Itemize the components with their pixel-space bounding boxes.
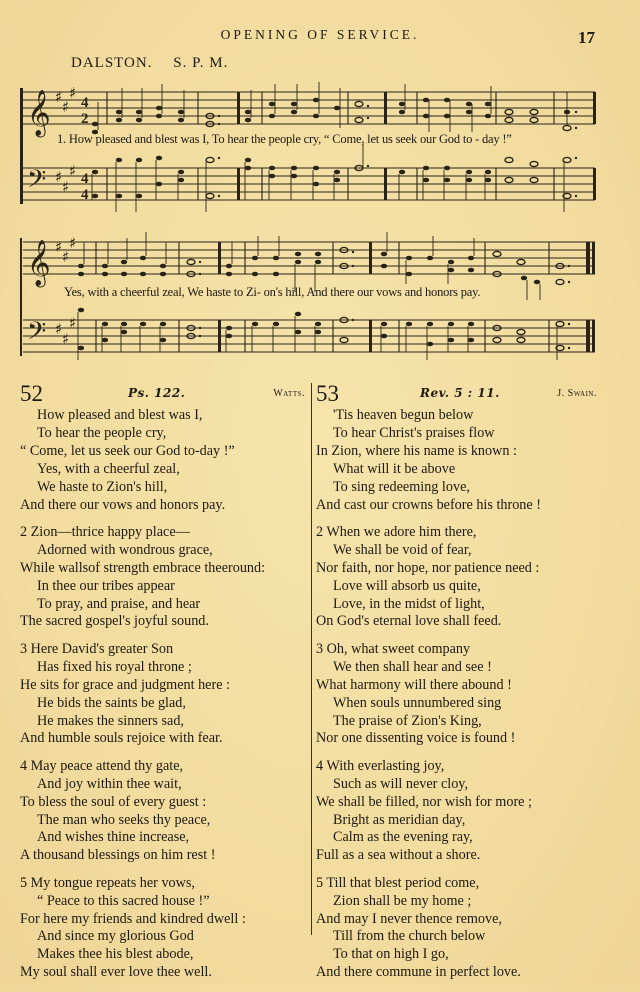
verse-line: Such as will never cloy, [333,775,469,792]
verse-line: To hear the people cry, [37,424,167,441]
verse-line: 'Tis heaven begun below [333,407,474,423]
tune-meter: S. P. M. [173,55,229,71]
svg-text:♯: ♯ [55,168,63,186]
hymn-number: 52 [20,381,43,406]
verse-line: “ Come, let us seek our God to-day !” [20,442,235,459]
running-head: OPENING OF SERVICE. [220,27,420,42]
verse-line: How pleased and blest was I, [37,407,203,423]
hymn-header [316,383,601,407]
svg-text:♯: ♯ [62,178,70,196]
verse-line: 5 Till that blest period come, [316,874,480,891]
svg-text:𝄞: 𝄞 [27,90,51,136]
hymn-author: J. Swain. [557,388,597,399]
verse-line: He bids the saints be glad, [37,694,186,711]
verse-line: In Zion, where his name is known : [316,442,517,459]
verse-line: Full as a sea without a shore. [316,847,481,864]
svg-text:♯: ♯ [55,238,63,256]
verse-line: To that on high I go, [333,946,449,963]
svg-text:♯: ♯ [62,98,70,116]
verse-line: When souls unnumbered sing [333,694,502,711]
verse-line: We then shall hear and see ! [333,658,492,675]
svg-text:♯: ♯ [62,248,70,266]
verse-line: Has fixed his royal throne ; [37,658,192,675]
svg-text:♯: ♯ [55,320,63,338]
svg-text:𝄢: 𝄢 [27,165,47,200]
stanza [316,875,601,982]
verse-line: And there our vows and honors pay. [20,496,226,513]
verse-line: On God's eternal love shall feed. [316,613,502,630]
hymn-53 [316,383,601,992]
verse-line: What will it be above [333,460,456,477]
hymn-header [20,383,305,407]
svg-text:♯: ♯ [69,234,77,252]
verse-line: And there commune in perfect love. [316,964,521,981]
verse-line: Nor one dissenting voice is found ! [316,730,516,747]
verse-line: Bright as meridian day, [333,811,466,828]
stanza [20,758,305,865]
hymn-number: 53 [316,381,339,406]
svg-text:♯: ♯ [69,314,77,332]
svg-text:♯: ♯ [69,162,77,180]
verse-line: What harmony will there abound ! [316,676,512,693]
stanza [20,875,305,982]
svg-text:𝄢: 𝄢 [27,317,47,352]
verse-line: 5 My tongue repeats her vows, [20,874,195,891]
verse-line: Love will absorb us quite, [333,577,481,594]
verse-line: Adorned with wondrous grace, [37,541,213,558]
svg-text:2: 2 [81,111,89,127]
svg-text:4: 4 [81,187,89,203]
tune-title [71,55,244,72]
music-system-2 [19,228,601,360]
verse-line: And cast our crowns before his throne ! [316,496,541,513]
verse-line: Makes thee his blest abode, [37,946,194,963]
music-staff-notation-icon [19,82,601,214]
verse-line: “ Peace to this sacred house !” [37,892,210,909]
verse-line: To bless the soul of every guest : [20,793,207,810]
verse-line: And wishes thine increase, [37,829,190,846]
svg-text:4: 4 [81,95,89,111]
stanza [316,524,601,631]
verse-line: While wallsof strength embrace theeround: [20,559,266,576]
verse-line: For here my friends and kindred dwell : [20,910,246,927]
verse-line: And may I never thence remove, [316,910,502,927]
svg-text:♯: ♯ [55,88,63,106]
verse-line: 2 Zion—thrice happy place— [20,523,190,540]
hymn-52 [20,383,305,992]
verse-line: We shall be void of fear, [333,541,472,558]
verse-line: 4 With everlasting joy, [316,757,445,774]
stanza [316,641,601,748]
verse-line: My soul shall ever love thee well. [20,964,212,981]
verse-line: And humble souls rejoice with fear. [20,730,223,747]
stanza [316,758,601,865]
scripture-reference: Rev. 5 : 11. [420,386,500,400]
tune-name: DALSTON. [71,55,153,71]
verse-line: Nor faith, nor hope, nor patience need : [316,559,540,576]
verse-line: Love, in the midst of light, [333,595,485,612]
stanza [20,407,305,514]
scripture-reference: Ps. 122. [128,386,186,400]
verse-line: 4 May peace attend thy gate, [20,757,184,774]
verse-line: Zion shall be my home ; [333,892,472,909]
verse-line: Calm as the evening ray, [333,829,473,846]
hymn-author: Watts. [273,388,305,399]
svg-text:𝄞: 𝄞 [27,240,51,286]
verse-line: 2 When we adore him there, [316,523,477,540]
music-system-1 [19,82,601,214]
svg-text:♯: ♯ [69,84,77,102]
verse-line: In thee our tribes appear [37,577,175,594]
verse-line: 3 Oh, what sweet company [316,640,471,657]
verse-line: The sacred gospel's joyful sound. [20,613,209,630]
verse-line: And since my glorious God [37,928,194,945]
lyric-line-2: Yes, with a cheerful zeal, We haste to Zi- on's hill, And there our vows and honors pay. [64,285,481,299]
svg-text:4: 4 [81,171,89,187]
verse-line: To pray, and praise, and hear [37,595,201,612]
stanza [20,524,305,631]
verse-line: He sits for grace and judgment here : [20,676,230,693]
verse-line: We haste to Zion's hill, [37,478,168,495]
verse-line: Yes, with a cheerful zeal, [37,460,180,477]
verse-line: And joy within thee wait, [37,775,182,792]
lyric-line-1: 1. How pleased and blest was I, To hear the people cry, “ Come, let us seek our God to - day !” [57,132,512,146]
stanza [20,641,305,748]
verse-line: We shall be filled, nor wish for more ; [316,793,532,810]
verse-line: 3 Here David's greater Son [20,640,174,657]
verse-line: The praise of Zion's King, [333,712,482,729]
verse-line: He makes the sinners sad, [37,712,184,729]
verse-line: The man who seeks thy peace, [37,811,211,828]
column-divider [311,383,312,935]
stanza [316,407,601,514]
verse-line: Till from the church below [333,928,486,945]
verse-line: To sing redeeming love, [333,478,470,495]
verse-line: A thousand blessings on him rest ! [20,847,216,864]
page-number: 17 [578,28,595,47]
verse-line: To hear Christ's praises flow [333,424,495,441]
svg-text:♯: ♯ [62,330,70,348]
